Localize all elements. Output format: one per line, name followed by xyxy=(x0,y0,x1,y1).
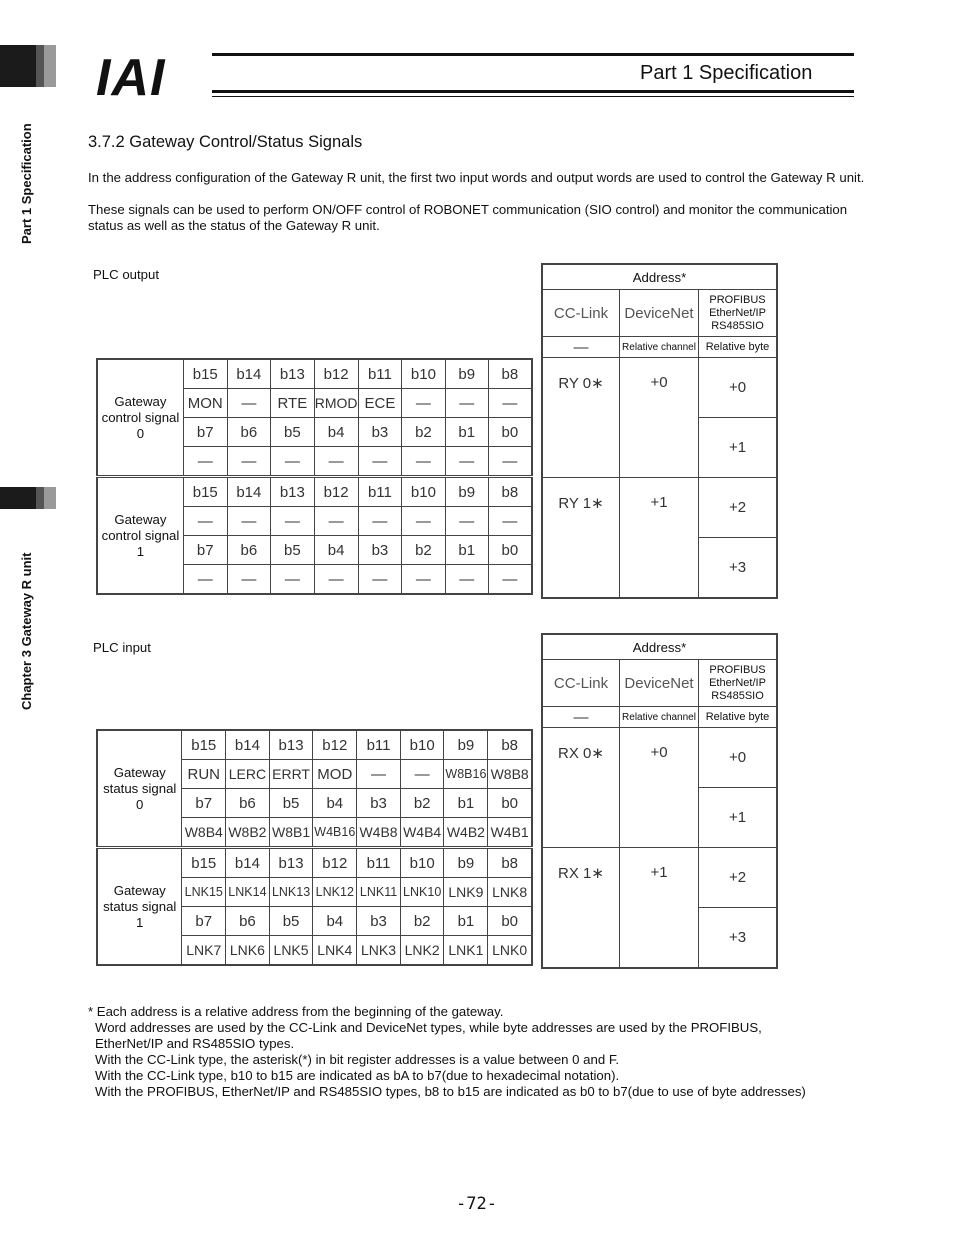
bit-cell: — xyxy=(488,565,532,595)
signal-row xyxy=(97,477,532,507)
bit-cell: — xyxy=(183,507,227,536)
addr-byte: +2 xyxy=(699,848,778,908)
bit-cell: — xyxy=(402,389,445,418)
address-title: Address* xyxy=(542,264,777,290)
bit-cell: b10 xyxy=(400,848,444,878)
bit-cell: — xyxy=(488,389,532,418)
bit-cell: b10 xyxy=(402,477,445,507)
addr-devicenet: +0 xyxy=(620,358,699,478)
side-tab-accent-light xyxy=(44,45,56,87)
addr-byte: +2 xyxy=(699,478,778,538)
bit-cell: LNK9 xyxy=(444,878,488,907)
bit-cell: W8B2 xyxy=(226,818,270,848)
bit-cell: — xyxy=(402,447,445,477)
signal-name: Gateway status signal 0 xyxy=(97,730,182,848)
bit-cell: MON xyxy=(183,389,227,418)
signal-row xyxy=(97,359,532,389)
bit-cell: MOD xyxy=(313,760,357,789)
signal-name: Gateway control signal 1 xyxy=(97,477,183,595)
bit-cell: — xyxy=(358,565,402,595)
side-tab-chapter-accent xyxy=(36,487,44,509)
bit-cell: b3 xyxy=(357,789,401,818)
side-tab-accent xyxy=(36,45,44,87)
bit-cell: b13 xyxy=(271,477,315,507)
bit-cell: b8 xyxy=(488,477,532,507)
sub-cclink: — xyxy=(542,707,620,728)
bit-cell: — xyxy=(271,447,315,477)
bit-cell: W8B8 xyxy=(488,760,532,789)
bit-cell: b5 xyxy=(271,418,315,447)
bit-cell: — xyxy=(358,507,402,536)
input-signal-table xyxy=(96,729,533,966)
bit-cell: W4B1 xyxy=(488,818,532,848)
addr-byte: +3 xyxy=(699,908,778,969)
bit-cell: b15 xyxy=(183,477,227,507)
bit-cell: b1 xyxy=(445,418,488,447)
bit-cell: b10 xyxy=(400,730,444,760)
side-tab-chapter-accent-light xyxy=(44,487,56,509)
bit-cell: b9 xyxy=(444,730,488,760)
bit-cell: b2 xyxy=(400,789,444,818)
bit-cell: — xyxy=(488,447,532,477)
bit-cell: b4 xyxy=(314,418,358,447)
bit-cell: — xyxy=(227,565,270,595)
bit-cell: LNK5 xyxy=(269,936,313,966)
bit-cell: b14 xyxy=(227,359,270,389)
bit-cell: RMOD xyxy=(314,389,358,418)
bit-cell: — xyxy=(488,507,532,536)
bit-cell: ECE xyxy=(358,389,402,418)
bit-cell: b11 xyxy=(357,730,401,760)
bit-cell: b7 xyxy=(182,789,226,818)
bit-cell: W8B16 xyxy=(444,760,488,789)
addr-cclink: RX 0∗ xyxy=(542,728,620,848)
bit-cell: b13 xyxy=(269,730,313,760)
bit-cell: RTE xyxy=(271,389,315,418)
bit-cell: b2 xyxy=(402,536,445,565)
plc-input-caption: PLC input xyxy=(93,640,151,655)
bit-cell: b4 xyxy=(313,907,357,936)
bit-cell: W4B4 xyxy=(400,818,444,848)
bit-cell: b11 xyxy=(358,477,402,507)
sub-devicenet: Relative channel xyxy=(620,707,699,728)
bit-cell: b7 xyxy=(183,418,227,447)
bit-cell: b2 xyxy=(400,907,444,936)
bit-cell: b5 xyxy=(271,536,315,565)
bit-cell: LNK3 xyxy=(357,936,401,966)
output-signal-table xyxy=(96,358,533,595)
bit-cell: — xyxy=(357,760,401,789)
bit-cell: b0 xyxy=(488,536,532,565)
section-title: 3.7.2 Gateway Control/Status Signals xyxy=(88,133,363,151)
bit-cell: b7 xyxy=(183,536,227,565)
addr-cclink: RY 1∗ xyxy=(542,478,620,599)
bit-cell: b10 xyxy=(402,359,445,389)
bit-cell: LNK6 xyxy=(226,936,270,966)
bit-cell: — xyxy=(227,389,270,418)
header-rule-top xyxy=(212,53,854,56)
bit-cell: b12 xyxy=(313,730,357,760)
bit-cell: b9 xyxy=(445,477,488,507)
bit-cell: b13 xyxy=(269,848,313,878)
bit-cell: W4B2 xyxy=(444,818,488,848)
bit-cell: b5 xyxy=(269,789,313,818)
bit-cell: LERC xyxy=(226,760,270,789)
bit-cell: b12 xyxy=(314,477,358,507)
side-label-chapter3: Chapter 3 Gateway R unit xyxy=(19,552,34,710)
bit-cell: b1 xyxy=(445,536,488,565)
bit-cell: LNK8 xyxy=(488,878,532,907)
bit-cell: — xyxy=(271,507,315,536)
header-rule-bottom xyxy=(212,90,854,93)
bit-cell: RUN xyxy=(182,760,226,789)
bit-cell: LNK7 xyxy=(182,936,226,966)
bit-cell: b6 xyxy=(226,789,270,818)
bit-cell: b6 xyxy=(227,418,270,447)
col-devicenet: DeviceNet xyxy=(620,290,699,337)
sub-profibus: Relative byte xyxy=(699,707,778,728)
bit-cell: — xyxy=(445,565,488,595)
sub-cclink: — xyxy=(542,337,620,358)
bit-cell: LNK4 xyxy=(313,936,357,966)
input-address-table xyxy=(541,633,778,969)
bit-cell: b6 xyxy=(227,536,270,565)
footnote-5: With the PROFIBUS, EtherNet/IP and RS485SIO types, b8 to b15 are indicated as b0 to b7(due to use of byte addresses) xyxy=(95,1084,806,1099)
addr-devicenet: +1 xyxy=(620,478,699,599)
bit-cell: b7 xyxy=(182,907,226,936)
bit-cell: b2 xyxy=(402,418,445,447)
bit-cell: b14 xyxy=(226,848,270,878)
bit-cell: W8B4 xyxy=(182,818,226,848)
bit-cell: b4 xyxy=(314,536,358,565)
bit-cell: b1 xyxy=(444,789,488,818)
bit-cell: b3 xyxy=(358,418,402,447)
bit-cell: — xyxy=(314,565,358,595)
bit-cell: b3 xyxy=(357,907,401,936)
bit-cell: b11 xyxy=(358,359,402,389)
side-label-part1: Part 1 Specification xyxy=(19,123,34,244)
bit-cell: LNK11 xyxy=(357,878,401,907)
bit-cell: — xyxy=(445,389,488,418)
bit-cell: b0 xyxy=(488,789,532,818)
side-tab-part1 xyxy=(0,45,36,87)
bit-cell: — xyxy=(400,760,444,789)
addr-byte: +1 xyxy=(699,788,778,848)
sub-devicenet: Relative channel xyxy=(620,337,699,358)
addr-byte: +0 xyxy=(699,728,778,788)
bit-cell: b9 xyxy=(444,848,488,878)
addr-devicenet: +1 xyxy=(620,848,699,969)
iai-logo: IAI xyxy=(96,49,166,107)
bit-cell: LNK1 xyxy=(444,936,488,966)
bit-cell: — xyxy=(314,507,358,536)
bit-cell: — xyxy=(227,507,270,536)
col-profibus: PROFIBUS EtherNet/IP RS485SIO xyxy=(699,660,778,707)
bit-cell: b13 xyxy=(271,359,315,389)
bit-cell: LNK14 xyxy=(226,878,270,907)
side-tab-chapter3 xyxy=(0,487,36,509)
bit-cell: — xyxy=(183,565,227,595)
col-cclink: CC-Link xyxy=(542,290,620,337)
bit-cell: b0 xyxy=(488,418,532,447)
bit-cell: ERRT xyxy=(269,760,313,789)
intro-paragraph-1: In the address configuration of the Gateway R unit, the first two input words and output words are used to control the Gateway R unit. xyxy=(88,170,865,185)
output-address-table xyxy=(541,263,778,599)
bit-cell: — xyxy=(445,447,488,477)
bit-cell: W8B1 xyxy=(269,818,313,848)
bit-cell: LNK0 xyxy=(488,936,532,966)
bit-cell: — xyxy=(271,565,315,595)
intro-paragraph-2: These signals can be used to perform ON/OFF control of ROBONET communication (SIO control) and monitor the communication status as well as the status of the Gateway R unit. xyxy=(88,202,848,233)
plc-output-caption: PLC output xyxy=(93,267,159,282)
footnote-3: With the CC-Link type, the asterisk(*) in bit register addresses is a value between 0 and F. xyxy=(95,1052,620,1067)
addr-byte: +3 xyxy=(699,538,778,599)
footnote-2: Word addresses are used by the CC-Link and DeviceNet types, while byte addresses are used by the PROFIBUS, EtherNet/IP and RS485SIO types. xyxy=(95,1020,762,1051)
bit-cell: b15 xyxy=(182,730,226,760)
addr-byte: +1 xyxy=(699,418,778,478)
bit-cell: — xyxy=(402,565,445,595)
bit-cell: b12 xyxy=(313,848,357,878)
bit-cell: W4B16 xyxy=(313,818,357,848)
signal-name: Gateway status signal 1 xyxy=(97,848,182,966)
addr-cclink: RY 0∗ xyxy=(542,358,620,478)
bit-cell: — xyxy=(314,447,358,477)
col-devicenet: DeviceNet xyxy=(620,660,699,707)
bit-cell: W4B8 xyxy=(357,818,401,848)
bit-cell: — xyxy=(183,447,227,477)
signal-row xyxy=(97,848,532,878)
address-title: Address* xyxy=(542,634,777,660)
bit-cell: b8 xyxy=(488,730,532,760)
bit-cell: b3 xyxy=(358,536,402,565)
signal-row xyxy=(97,730,532,760)
footnote-1: * Each address is a relative address from the beginning of the gateway. xyxy=(88,1004,504,1019)
header-rule-thin xyxy=(212,96,854,97)
bit-cell: b9 xyxy=(445,359,488,389)
bit-cell: b12 xyxy=(314,359,358,389)
col-cclink: CC-Link xyxy=(542,660,620,707)
bit-cell: b14 xyxy=(226,730,270,760)
bit-cell: b6 xyxy=(226,907,270,936)
bit-cell: b14 xyxy=(227,477,270,507)
bit-cell: b4 xyxy=(313,789,357,818)
signal-name: Gateway control signal 0 xyxy=(97,359,183,477)
bit-cell: LNK10 xyxy=(400,878,444,907)
bit-cell: LNK12 xyxy=(313,878,357,907)
addr-devicenet: +0 xyxy=(620,728,699,848)
page-number: -72- xyxy=(456,1194,497,1214)
header-title: Part 1 Specification xyxy=(640,62,813,84)
bit-cell: — xyxy=(358,447,402,477)
bit-cell: b1 xyxy=(444,907,488,936)
bit-cell: b8 xyxy=(488,359,532,389)
bit-cell: — xyxy=(445,507,488,536)
bit-cell: b5 xyxy=(269,907,313,936)
bit-cell: b15 xyxy=(183,359,227,389)
sub-profibus: Relative byte xyxy=(699,337,778,358)
addr-cclink: RX 1∗ xyxy=(542,848,620,969)
bit-cell: b11 xyxy=(357,848,401,878)
bit-cell: LNK2 xyxy=(400,936,444,966)
addr-byte: +0 xyxy=(699,358,778,418)
bit-cell: — xyxy=(402,507,445,536)
bit-cell: — xyxy=(227,447,270,477)
bit-cell: b8 xyxy=(488,848,532,878)
bit-cell: b0 xyxy=(488,907,532,936)
col-profibus: PROFIBUS EtherNet/IP RS485SIO xyxy=(699,290,778,337)
bit-cell: b15 xyxy=(182,848,226,878)
bit-cell: LNK13 xyxy=(269,878,313,907)
bit-cell: LNK15 xyxy=(182,878,226,907)
footnote-4: With the CC-Link type, b10 to b15 are indicated as bA to b7(due to hexadecimal notation). xyxy=(95,1068,620,1083)
